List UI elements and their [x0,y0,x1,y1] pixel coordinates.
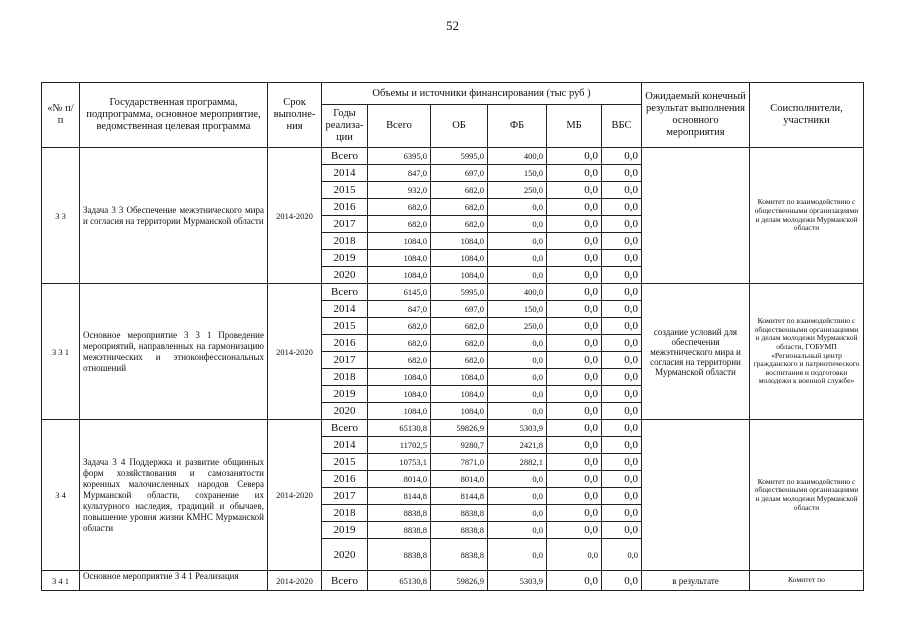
row-year: 2017 [322,352,368,369]
row-ob: 7871,0 [431,454,488,471]
row-fb: 0,0 [488,505,547,522]
block-term: 2014-2020 [268,148,322,284]
row-fb: 0,0 [488,403,547,420]
row-vbs: 0,0 [602,216,642,233]
row-mb: 0,0 [547,165,602,182]
row-total: 847,0 [368,301,431,318]
row-ob: 5995,0 [431,148,488,165]
row-ob: 1084,0 [431,250,488,267]
row-vbs: 0,0 [602,250,642,267]
row-total: 11702,5 [368,437,431,454]
row-year: 2019 [322,386,368,403]
header-result: Ожидаемый конечный результат выполнения основного мероприятия [642,83,750,148]
row-fb: 400,0 [488,284,547,301]
table-row-last [42,571,864,591]
row-fb: 0,0 [488,267,547,284]
row-year: 2014 [322,437,368,454]
row-ob: 8838,8 [431,505,488,522]
row-mb: 0,0 [547,539,602,571]
block-title: Задача 3 3 Обеспечение межэтнического мира и согласия на территории Мурманской области [80,148,268,284]
block-code: 3 4 [42,420,80,571]
row-year: Всего [322,148,368,165]
row-mb: 0,0 [547,284,602,301]
row-total: 6395,0 [368,148,431,165]
row-vbs: 0,0 [602,571,642,591]
row-ob: 682,0 [431,335,488,352]
row-year: 2016 [322,199,368,216]
row-ob: 682,0 [431,216,488,233]
row-total: 1084,0 [368,403,431,420]
row-fb: 5303,9 [488,571,547,591]
row-ob: 682,0 [431,318,488,335]
header-vbs: ВБС [602,105,642,148]
row-fb: 150,0 [488,301,547,318]
row-year: 2019 [322,522,368,539]
header-total: Всего [368,105,431,148]
row-ob: 1084,0 [431,233,488,250]
header-fb: ФБ [488,105,547,148]
row-fb: 150,0 [488,165,547,182]
row-ob: 682,0 [431,182,488,199]
block-code: 3 3 1 [42,284,80,420]
row-vbs: 0,0 [602,488,642,505]
row-total: 8144,8 [368,488,431,505]
row-ob: 1084,0 [431,403,488,420]
row-ob: 9280,7 [431,437,488,454]
row-title: Основное мероприятие 3 4 1 Реализация [80,571,268,591]
row-total: 682,0 [368,318,431,335]
row-mb: 0,0 [547,318,602,335]
row-ob: 697,0 [431,165,488,182]
row-mb: 0,0 [547,233,602,250]
row-mb: 0,0 [547,352,602,369]
row-mb: 0,0 [547,420,602,437]
row-year: 2016 [322,335,368,352]
row-fb: 0,0 [488,471,547,488]
row-fb: 2421,8 [488,437,547,454]
block-code: 3 3 [42,148,80,284]
row-mb: 0,0 [547,335,602,352]
row-total: 8838,8 [368,539,431,571]
header-term: Срок выполне-ния [268,83,322,148]
row-total: 682,0 [368,335,431,352]
row-mb: 0,0 [547,199,602,216]
row-year: 2020 [322,267,368,284]
row-mb: 0,0 [547,488,602,505]
row-mb: 0,0 [547,182,602,199]
row-total: 1084,0 [368,369,431,386]
row-ob: 697,0 [431,301,488,318]
row-year: 2015 [322,454,368,471]
row-total: 682,0 [368,199,431,216]
row-ob: 1084,0 [431,267,488,284]
row-vbs: 0,0 [602,267,642,284]
page-number: 52 [446,18,459,33]
row-fb: 400,0 [488,148,547,165]
financing-table [41,82,864,591]
row-total: 1084,0 [368,267,431,284]
row-year: 2014 [322,165,368,182]
table-row [42,284,864,301]
row-ob: 682,0 [431,199,488,216]
row-mb: 0,0 [547,148,602,165]
row-ob: 8838,8 [431,522,488,539]
row-ob: 8014,0 [431,471,488,488]
block-result [642,148,750,284]
row-total: 847,0 [368,165,431,182]
row-mb: 0,0 [547,437,602,454]
row-year: 2017 [322,488,368,505]
table-row [42,148,864,165]
row-vbs: 0,0 [602,199,642,216]
row-ob: 8144,8 [431,488,488,505]
row-fb: 0,0 [488,539,547,571]
row-total: 1084,0 [368,386,431,403]
row-vbs: 0,0 [602,539,642,571]
row-vbs: 0,0 [602,165,642,182]
row-year: 2019 [322,250,368,267]
row-fb: 5303,9 [488,420,547,437]
row-mb: 0,0 [547,454,602,471]
block-coexec: Комитет по взаимодействию с общественными организациями и делам молодежи Мурманской области [750,420,864,571]
row-mb: 0,0 [547,216,602,233]
table-row [42,420,864,437]
row-fb: 0,0 [488,386,547,403]
row-fb: 0,0 [488,352,547,369]
row-ob: 1084,0 [431,369,488,386]
row-vbs: 0,0 [602,403,642,420]
row-vbs: 0,0 [602,301,642,318]
row-year: Всего [322,571,368,591]
row-result: в результате [642,571,750,591]
header-finance: Объемы и источники финансирования (тыс руб ) [322,83,642,105]
row-ob: 59826,9 [431,420,488,437]
row-fb: 0,0 [488,199,547,216]
row-fb: 2882,1 [488,454,547,471]
row-mb: 0,0 [547,471,602,488]
header-mb: МБ [547,105,602,148]
row-vbs: 0,0 [602,454,642,471]
row-vbs: 0,0 [602,437,642,454]
row-ob: 5995,0 [431,284,488,301]
row-mb: 0,0 [547,571,602,591]
header-ob: ОБ [431,105,488,148]
row-fb: 250,0 [488,318,547,335]
row-term: 2014-2020 [268,571,322,591]
block-term: 2014-2020 [268,284,322,420]
row-fb: 0,0 [488,488,547,505]
row-year: 2016 [322,471,368,488]
row-vbs: 0,0 [602,233,642,250]
row-mb: 0,0 [547,403,602,420]
row-total: 1084,0 [368,233,431,250]
row-fb: 0,0 [488,522,547,539]
header-years: Годы реализа-ции [322,105,368,148]
row-fb: 0,0 [488,335,547,352]
row-total: 8838,8 [368,522,431,539]
row-fb: 250,0 [488,182,547,199]
row-total: 6145,0 [368,284,431,301]
row-fb: 0,0 [488,369,547,386]
row-vbs: 0,0 [602,420,642,437]
row-vbs: 0,0 [602,352,642,369]
row-fb: 0,0 [488,250,547,267]
row-vbs: 0,0 [602,386,642,403]
row-year: 2015 [322,318,368,335]
row-mb: 0,0 [547,505,602,522]
row-coexec: Комитет по [750,571,864,591]
row-vbs: 0,0 [602,505,642,522]
row-year: 2014 [322,301,368,318]
row-ob: 59826,9 [431,571,488,591]
row-total: 682,0 [368,352,431,369]
row-mb: 0,0 [547,301,602,318]
row-vbs: 0,0 [602,318,642,335]
row-code: 3 4 1 [42,571,80,591]
row-ob: 1084,0 [431,386,488,403]
header-no: «№ п/п [42,83,80,148]
row-vbs: 0,0 [602,284,642,301]
row-mb: 0,0 [547,369,602,386]
row-ob: 8838,8 [431,539,488,571]
row-total: 8014,0 [368,471,431,488]
row-mb: 0,0 [547,386,602,403]
row-mb: 0,0 [547,250,602,267]
row-year: 2018 [322,505,368,522]
block-result [642,420,750,571]
block-term: 2014-2020 [268,420,322,571]
row-year: Всего [322,284,368,301]
block-coexec: Комитет по взаимодействию с общественными организациями и делам молодежи Мурманской области, ГОБУМП «Региональный центр гражданского и патриотического воспитания и подготовки молодежи к военной службе» [750,284,864,420]
row-total: 682,0 [368,216,431,233]
row-year: 2017 [322,216,368,233]
row-total: 1084,0 [368,250,431,267]
row-fb: 0,0 [488,216,547,233]
row-vbs: 0,0 [602,335,642,352]
row-vbs: 0,0 [602,148,642,165]
header-coexec: Соисполнители, участники [750,83,864,148]
row-year: 2018 [322,369,368,386]
row-total: 932,0 [368,182,431,199]
row-vbs: 0,0 [602,369,642,386]
header-program: Государственная программа, подпрограмма, основное мероприятие, ведомственная целевая программа [80,83,268,148]
block-title: Основное мероприятие 3 3 1 Проведение мероприятий, направленных на гармонизацию межэтнических и этноконфессиональных отношений [80,284,268,420]
row-year: 2015 [322,182,368,199]
row-vbs: 0,0 [602,471,642,488]
row-fb: 0,0 [488,233,547,250]
row-vbs: 0,0 [602,182,642,199]
row-total: 65130,8 [368,571,431,591]
row-year: 2020 [322,403,368,420]
row-year: 2020 [322,539,368,571]
block-title: Задача 3 4 Поддержка и развитие общинных форм хозяйствования и самозанятости коренных малочисленных народов Севера Мурманской области, сохранение их культурного наследия, традиций и обычаев, повышение уровня жизни КМНС Мурманской области [80,420,268,571]
table-body [42,148,864,591]
row-year: 2018 [322,233,368,250]
row-ob: 682,0 [431,352,488,369]
row-mb: 0,0 [547,522,602,539]
row-year: Всего [322,420,368,437]
row-vbs: 0,0 [602,522,642,539]
row-total: 8838,8 [368,505,431,522]
row-total: 10753,1 [368,454,431,471]
block-coexec: Комитет по взаимодействию с общественными организациями и делам молодежи Мурманской области [750,148,864,284]
block-result: создание условий для обеспечения межэтнического мира и согласия на территории Мурманской области [642,284,750,420]
row-total: 65130,8 [368,420,431,437]
row-mb: 0,0 [547,267,602,284]
